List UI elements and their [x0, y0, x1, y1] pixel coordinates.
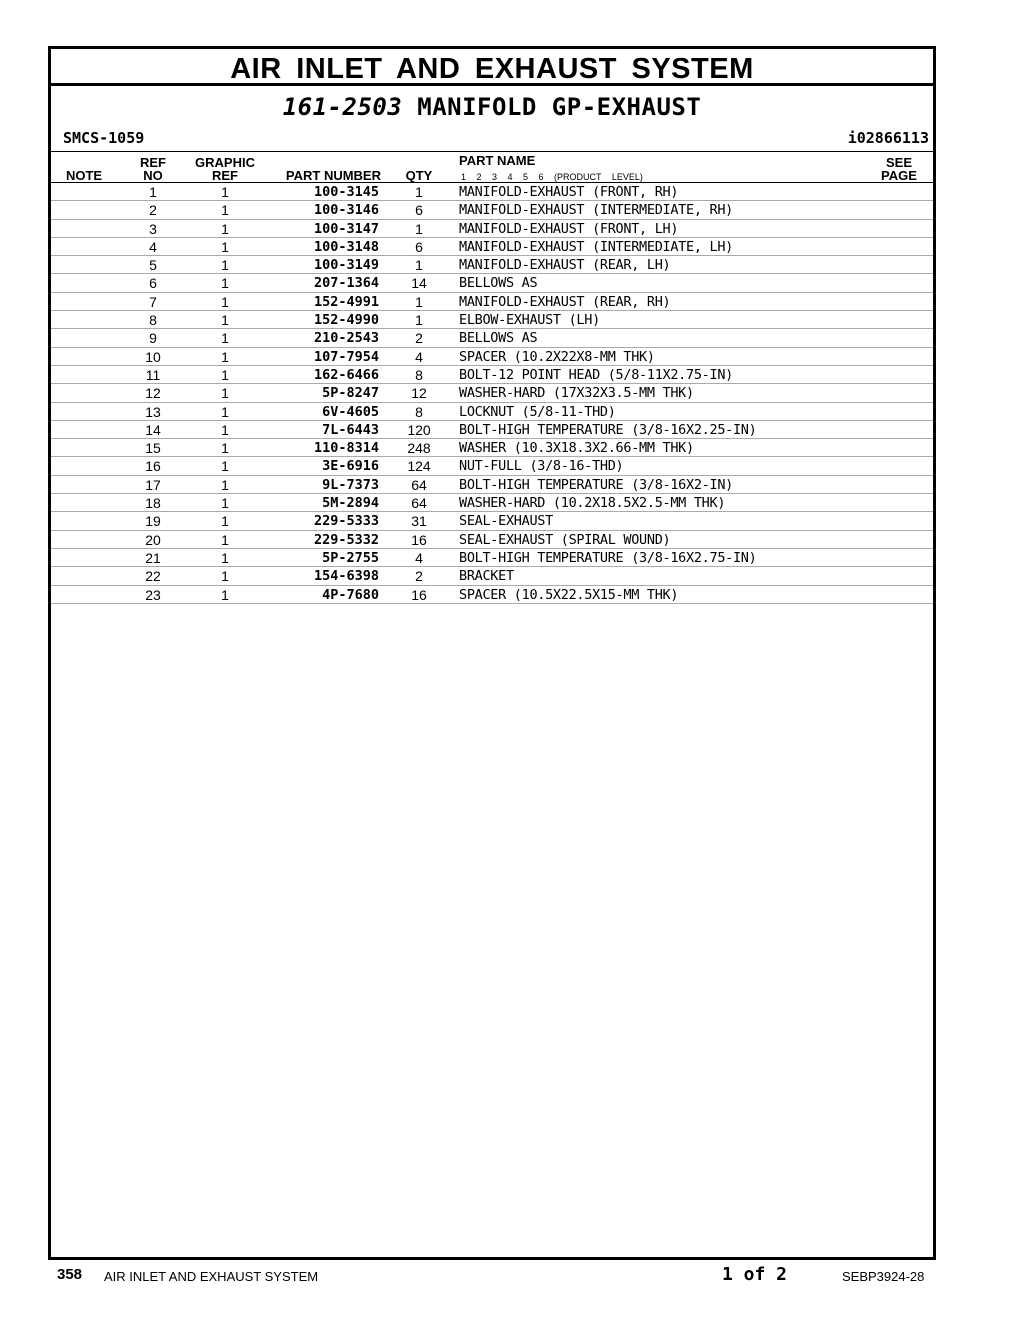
row-qty: 120 [407, 421, 431, 438]
row-part-name: WASHER (10.3X18.3X2.66-MM THK) [459, 440, 694, 457]
row-qty: 31 [411, 513, 427, 530]
row-ref-no: 6 [149, 275, 157, 292]
row-ref-no: 8 [149, 312, 157, 329]
row-part-name: BOLT-12 POINT HEAD (5/8-11X2.75-IN) [459, 366, 733, 383]
row-part-number: 3E-6916 [322, 458, 379, 475]
row-ref-no: 19 [145, 513, 161, 530]
table-row [51, 457, 933, 475]
group-part-number: 161-2503 [282, 93, 403, 121]
illustration-id: i02866113 [847, 129, 929, 147]
row-qty: 4 [415, 348, 423, 365]
header-see: SEE [885, 155, 912, 170]
table-row [51, 220, 933, 238]
parts-page-frame [48, 46, 936, 1260]
row-qty: 6 [415, 238, 423, 255]
row-graphic-ref: 1 [221, 531, 229, 548]
row-ref-no: 14 [145, 421, 161, 438]
table-row [51, 403, 933, 421]
row-part-number: 100-3147 [313, 220, 379, 237]
row-part-number: 162-6466 [313, 366, 379, 383]
row-part-name: BOLT-HIGH TEMPERATURE (3/8-16X2.25-IN) [459, 421, 757, 438]
row-graphic-ref: 1 [221, 421, 229, 438]
smcs-code: SMCS-1059 [63, 129, 145, 147]
row-qty: 16 [411, 531, 427, 548]
row-part-number: 107-7954 [313, 348, 379, 365]
row-part-number: 110-8314 [313, 440, 379, 457]
row-graphic-ref: 1 [221, 440, 229, 457]
row-qty: 8 [415, 403, 423, 420]
row-qty: 4 [415, 549, 423, 566]
row-part-name: NUT-FULL (3/8-16-THD) [459, 458, 624, 475]
row-ref-no: 2 [149, 202, 157, 219]
table-row [51, 586, 933, 604]
row-ref-no: 4 [149, 238, 157, 255]
row-part-name: SEAL-EXHAUST [459, 513, 553, 530]
row-qty: 124 [407, 458, 431, 475]
row-qty: 2 [415, 568, 423, 585]
table-row [51, 494, 933, 512]
row-ref-no: 5 [149, 257, 157, 274]
row-part-name: BOLT-HIGH TEMPERATURE (3/8-16X2-IN) [459, 476, 733, 493]
row-ref-no: 11 [145, 366, 161, 383]
row-part-number: 6V-4605 [322, 403, 379, 420]
row-ref-no: 20 [145, 531, 161, 548]
row-part-name: BOLT-HIGH TEMPERATURE (3/8-16X2.75-IN) [459, 549, 757, 566]
row-ref-no: 22 [145, 568, 161, 585]
parts-list [51, 183, 933, 604]
row-ref-no: 16 [145, 458, 161, 475]
row-part-name: WASHER-HARD (17X32X3.5-MM THK) [459, 385, 694, 402]
header-part-name: PART NAME [459, 153, 536, 168]
header-no: NO [143, 168, 163, 183]
row-part-name: MANIFOLD-EXHAUST (INTERMEDIATE, LH) [459, 238, 733, 255]
table-row [51, 549, 933, 567]
row-part-number: 5M-2894 [322, 495, 379, 512]
row-part-name: BELLOWS AS [459, 330, 538, 347]
row-qty: 1 [415, 312, 423, 329]
row-ref-no: 15 [145, 440, 161, 457]
row-part-number: 100-3148 [313, 238, 379, 255]
row-graphic-ref: 1 [221, 202, 229, 219]
header-graphic: GRAPHIC [195, 155, 255, 170]
row-ref-no: 13 [145, 403, 161, 420]
row-part-number: 4P-7680 [322, 586, 379, 603]
row-part-number: 100-3146 [313, 202, 379, 219]
table-row [51, 183, 933, 201]
row-graphic-ref: 1 [221, 184, 229, 200]
row-part-name: SPACER (10.5X22.5X15-MM THK) [459, 586, 679, 603]
row-qty: 1 [415, 257, 423, 274]
row-ref-no: 9 [149, 330, 157, 347]
row-graphic-ref: 1 [221, 476, 229, 493]
header-rule [51, 151, 933, 152]
row-part-name: MANIFOLD-EXHAUST (REAR, RH) [459, 293, 671, 310]
row-ref-no: 17 [145, 476, 161, 493]
row-qty: 12 [411, 385, 427, 402]
row-part-number: 210-2543 [313, 330, 379, 347]
row-part-name: SPACER (10.2X22X8-MM THK) [459, 348, 655, 365]
header-qty: QTY [405, 168, 433, 183]
row-qty: 1 [415, 184, 423, 200]
row-ref-no: 12 [145, 385, 161, 402]
table-row [51, 274, 933, 292]
row-qty: 64 [411, 495, 427, 512]
row-part-number: 154-6398 [313, 568, 379, 585]
header-part-number: PART NUMBER [285, 168, 381, 183]
row-graphic-ref: 1 [221, 366, 229, 383]
row-part-number: 229-5333 [313, 513, 379, 530]
row-qty: 64 [411, 476, 427, 493]
table-row [51, 531, 933, 549]
row-qty: 1 [415, 293, 423, 310]
row-qty: 1 [415, 220, 423, 237]
row-graphic-ref: 1 [221, 549, 229, 566]
row-part-name: SEAL-EXHAUST (SPIRAL WOUND) [459, 531, 671, 548]
row-part-number: 229-5332 [313, 531, 379, 548]
row-ref-no: 18 [145, 495, 161, 512]
header-product-level: 1 2 3 4 5 6 (PRODUCT LEVEL) [461, 172, 643, 182]
row-graphic-ref: 1 [221, 348, 229, 365]
row-qty: 14 [411, 275, 427, 292]
row-graphic-ref: 1 [221, 257, 229, 274]
header-page: PAGE [881, 168, 917, 183]
table-row [51, 348, 933, 366]
row-qty: 2 [415, 330, 423, 347]
row-part-name: MANIFOLD-EXHAUST (REAR, LH) [459, 257, 671, 274]
table-row [51, 238, 933, 256]
table-row [51, 366, 933, 384]
row-graphic-ref: 1 [221, 513, 229, 530]
row-part-name: MANIFOLD-EXHAUST (FRONT, RH) [459, 184, 679, 200]
table-row [51, 439, 933, 457]
row-ref-no: 10 [145, 348, 161, 365]
row-graphic-ref: 1 [221, 403, 229, 420]
table-row [51, 384, 933, 402]
table-row [51, 293, 933, 311]
row-graphic-ref: 1 [221, 312, 229, 329]
table-row [51, 567, 933, 585]
row-part-number: 207-1364 [313, 275, 379, 292]
row-graphic-ref: 1 [221, 293, 229, 310]
table-row [51, 512, 933, 530]
row-graphic-ref: 1 [221, 385, 229, 402]
row-part-name: WASHER-HARD (10.2X18.5X2.5-MM THK) [459, 495, 726, 512]
row-part-number: 152-4991 [313, 293, 379, 310]
footer-section: AIR INLET AND EXHAUST SYSTEM [104, 1269, 319, 1284]
table-row [51, 201, 933, 219]
row-ref-no: 3 [149, 220, 157, 237]
group-title [51, 93, 933, 121]
section-title: AIR INLET AND EXHAUST SYSTEM [51, 49, 933, 86]
table-row [51, 329, 933, 347]
row-part-name: MANIFOLD-EXHAUST (FRONT, LH) [459, 220, 679, 237]
row-part-number: 100-3145 [313, 184, 379, 200]
table-row [51, 476, 933, 494]
table-row [51, 311, 933, 329]
row-qty: 16 [411, 586, 427, 603]
row-part-number: 5P-2755 [322, 549, 379, 566]
table-row [51, 421, 933, 439]
row-part-name: ELBOW-EXHAUST (LH) [459, 312, 600, 329]
row-graphic-ref: 1 [221, 330, 229, 347]
footer-page-number: 358 [57, 1266, 83, 1283]
row-part-name: BELLOWS AS [459, 275, 538, 292]
header-ref: REF [140, 155, 166, 170]
row-ref-no: 21 [145, 549, 161, 566]
row-qty: 248 [407, 440, 431, 457]
row-graphic-ref: 1 [221, 495, 229, 512]
row-part-number: 100-3149 [313, 257, 379, 274]
row-part-number: 5P-8247 [322, 385, 379, 402]
group-name: MANIFOLD GP-EXHAUST [417, 93, 702, 121]
row-part-name: BRACKET [459, 568, 514, 585]
row-qty: 8 [415, 366, 423, 383]
row-graphic-ref: 1 [221, 458, 229, 475]
header-note: NOTE [65, 168, 103, 183]
row-part-number: 152-4990 [313, 312, 379, 329]
row-graphic-ref: 1 [221, 238, 229, 255]
row-ref-no: 7 [149, 293, 157, 310]
row-graphic-ref: 1 [221, 586, 229, 603]
row-ref-no: 1 [149, 184, 157, 200]
row-qty: 6 [415, 202, 423, 219]
row-graphic-ref: 1 [221, 568, 229, 585]
row-part-name: MANIFOLD-EXHAUST (INTERMEDIATE, RH) [459, 202, 733, 219]
row-graphic-ref: 1 [221, 275, 229, 292]
row-ref-no: 23 [145, 586, 161, 603]
footer-page-of: 1 of 2 [722, 1264, 788, 1285]
row-part-name: LOCKNUT (5/8-11-THD) [459, 403, 616, 420]
table-row [51, 256, 933, 274]
row-part-number: 9L-7373 [322, 476, 379, 493]
header-graphic-ref: REF [212, 168, 238, 183]
row-part-number: 7L-6443 [322, 421, 379, 438]
row-graphic-ref: 1 [221, 220, 229, 237]
footer-doc-id: SEBP3924-28 [842, 1269, 925, 1284]
